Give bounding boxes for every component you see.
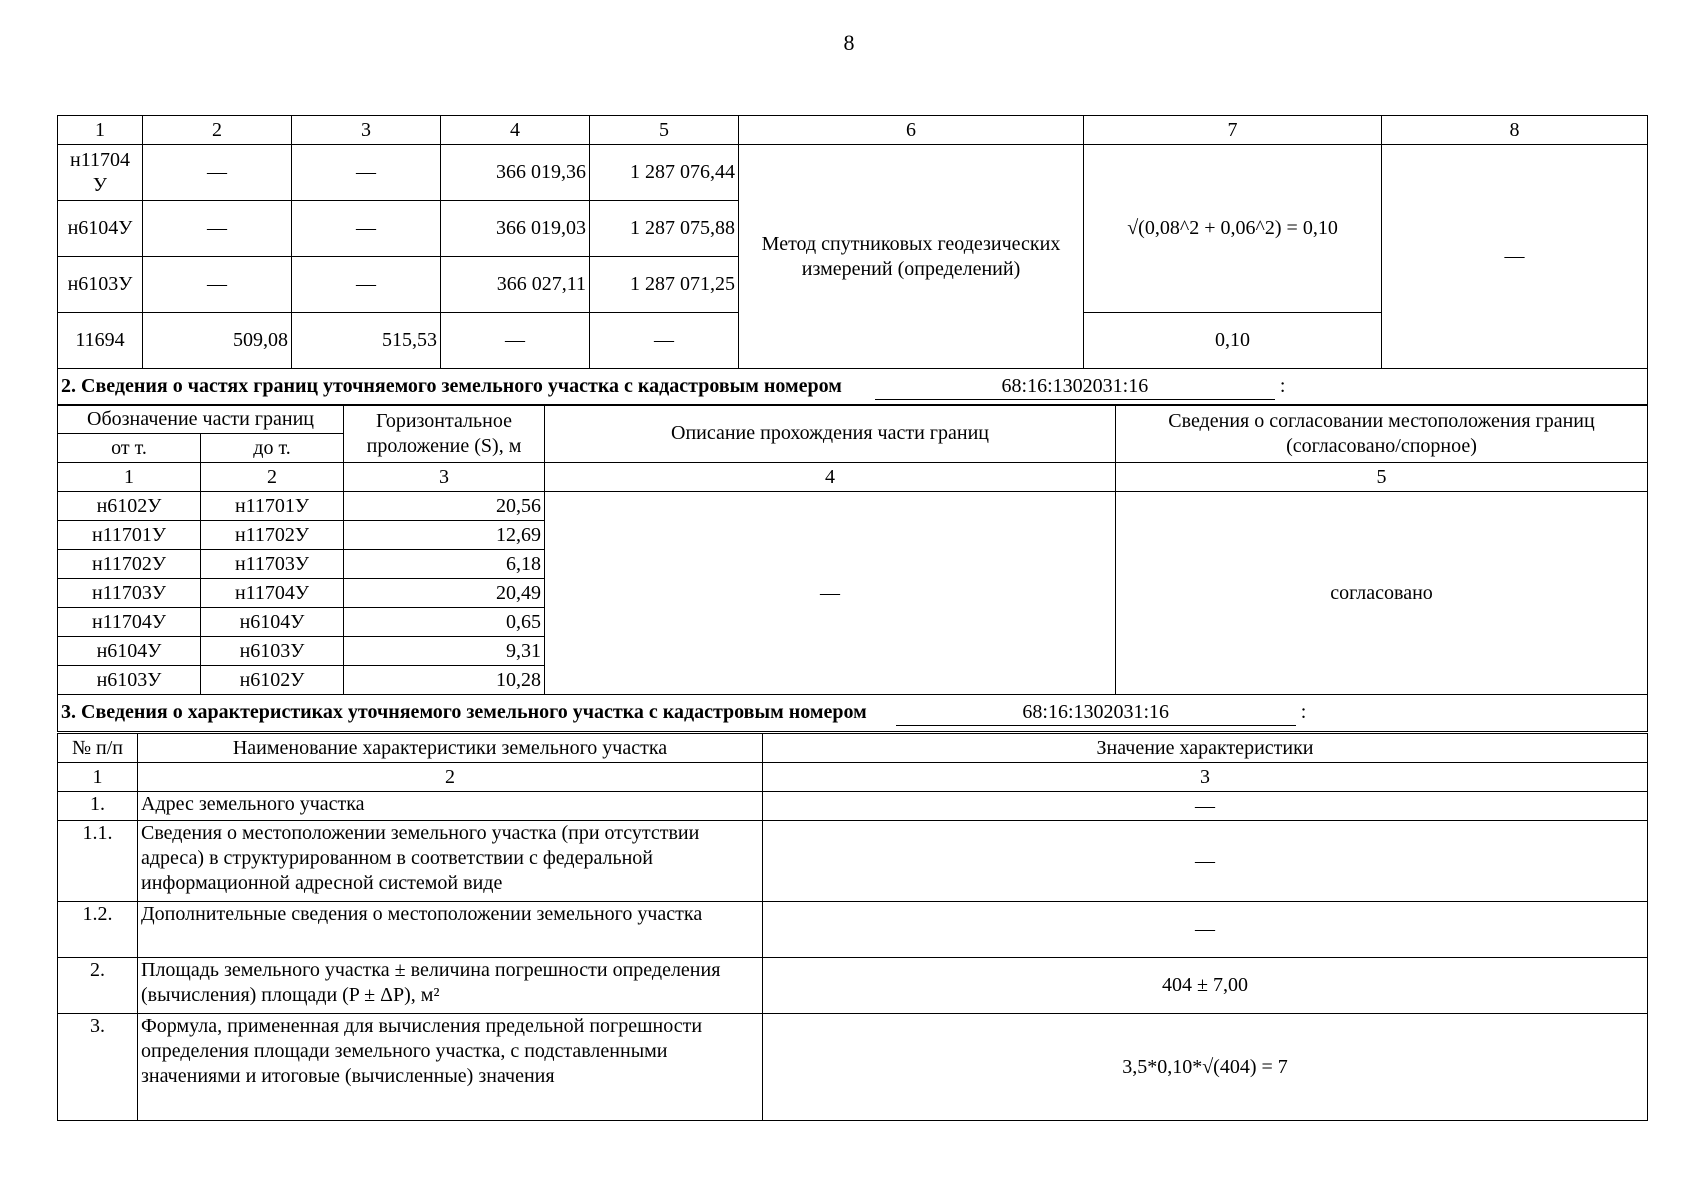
table-row [58, 792, 1648, 821]
coord-x: 366 019,03 [441, 201, 590, 257]
characteristic-name: Формула, примененная для вычисления предельной погрешности определения площади земельного участка, с подставленными значениями и итоговые (вычисленные) значения [138, 1014, 763, 1121]
to-point: н11701У [201, 492, 344, 521]
from-point: н6104У [58, 637, 201, 666]
point-name: н6104У [58, 201, 143, 257]
table-row [58, 145, 1648, 201]
table-row [58, 821, 1648, 902]
header-row [58, 116, 1648, 145]
row-number: 1.2. [58, 902, 138, 958]
coord-y: 1 287 076,44 [590, 145, 739, 201]
coord-y: 1 287 071,25 [590, 257, 739, 313]
length-value: 20,56 [344, 492, 545, 521]
header-cell: 3 [292, 116, 441, 145]
header-cell: 6 [739, 116, 1084, 145]
col8-value: — [1382, 145, 1648, 369]
table-row [58, 1014, 1648, 1121]
table-row [58, 492, 1648, 521]
designation-header: Обозначение части границ [58, 405, 344, 434]
point-name: н11704 У [58, 145, 143, 201]
cell: — [292, 257, 441, 313]
length-value: 10,28 [344, 666, 545, 695]
to-point: н6104У [201, 608, 344, 637]
row-number: 3. [58, 1014, 138, 1121]
to-header: до т. [201, 434, 344, 463]
coord-x: 366 027,11 [441, 257, 590, 313]
description-header: Описание прохождения части границ [545, 405, 1116, 463]
col-number: 4 [545, 463, 1116, 492]
header-cell: 5 [590, 116, 739, 145]
agreement-value: согласовано [1116, 492, 1648, 695]
coord-y: — [590, 313, 739, 369]
coordinates-table [57, 115, 1648, 406]
col-number: 3 [344, 463, 545, 492]
cell: — [143, 257, 292, 313]
characteristic-value: 3,5*0,10*√(404) = 7 [763, 1014, 1648, 1121]
cell: — [143, 145, 292, 201]
point-name: н6103У [58, 257, 143, 313]
number-row [58, 763, 1648, 792]
col-number: 1 [58, 463, 201, 492]
length-value: 20,49 [344, 579, 545, 608]
section3-colon: : [1300, 701, 1307, 723]
col-number: 2 [138, 763, 763, 792]
table-row [58, 958, 1648, 1014]
col-number: 5 [1116, 463, 1648, 492]
header-row [58, 734, 1648, 763]
section3-title-row [58, 695, 1648, 732]
to-point: н6103У [201, 637, 344, 666]
characteristic-name: Адрес земельного участка [138, 792, 763, 821]
length-value: 0,65 [344, 608, 545, 637]
accuracy-last: 0,10 [1084, 313, 1382, 369]
coord-y: 1 287 075,88 [590, 201, 739, 257]
section3-cadastral-number: 68:16:1302031:16 [896, 700, 1296, 726]
agreement-header: Сведения о согласовании местоположения границ (согласовано/спорное) [1116, 405, 1648, 463]
section2-title [58, 369, 1648, 406]
to-point: н11702У [201, 521, 344, 550]
length-value: 12,69 [344, 521, 545, 550]
col-number: 1 [58, 763, 138, 792]
boundary-parts-table [57, 404, 1648, 732]
characteristics-table [57, 733, 1648, 1121]
to-point: н11704У [201, 579, 344, 608]
characteristic-value: — [763, 902, 1648, 958]
number-row [58, 463, 1648, 492]
col-number: 2 [201, 463, 344, 492]
header-cell: 4 [441, 116, 590, 145]
to-point: н6102У [201, 666, 344, 695]
section3-title [58, 695, 1648, 732]
header-cell: 1 [58, 116, 143, 145]
section2-cadastral-number: 68:16:1302031:16 [875, 374, 1275, 400]
coord-x: — [441, 313, 590, 369]
description-value: — [545, 492, 1116, 695]
characteristic-name: Площадь земельного участка ± величина погрешности определения (вычисления) площади (P ± ΔP), м² [138, 958, 763, 1014]
row-number: 1. [58, 792, 138, 821]
accuracy-formula: √(0,08^2 + 0,06^2) = 0,10 [1084, 145, 1382, 313]
header-cell: 7 [1084, 116, 1382, 145]
from-point: н11703У [58, 579, 201, 608]
cell: 515,53 [292, 313, 441, 369]
cell: — [292, 201, 441, 257]
length-value: 6,18 [344, 550, 545, 579]
from-point: н11701У [58, 521, 201, 550]
characteristic-name: Дополнительные сведения о местоположении земельного участка [138, 902, 763, 958]
header-cell: 8 [1382, 116, 1648, 145]
cell: — [143, 201, 292, 257]
characteristic-name: Сведения о местоположении земельного участка (при отсутствии адреса) в структурированном в соответствии с федеральной информационной адресной системой виде [138, 821, 763, 902]
cell: 509,08 [143, 313, 292, 369]
characteristic-value: — [763, 821, 1648, 902]
from-point: н6103У [58, 666, 201, 695]
section3-title-text: 3. Сведения о характеристиках уточняемого земельного участка с кадастровым номером [61, 701, 867, 723]
header-row [58, 405, 1648, 434]
characteristic-value: — [763, 792, 1648, 821]
cell: — [292, 145, 441, 201]
row-number: 2. [58, 958, 138, 1014]
point-name: 11694 [58, 313, 143, 369]
from-point: н11704У [58, 608, 201, 637]
section2-title-row [58, 369, 1648, 406]
section2-colon: : [1279, 375, 1286, 397]
section2-title-text: 2. Сведения о частях границ уточняемого земельного участка с кадастровым номером [61, 375, 842, 397]
num-header: № п/п [58, 734, 138, 763]
header-cell: 2 [143, 116, 292, 145]
from-point: н11702У [58, 550, 201, 579]
page-number: 8 [843, 30, 855, 55]
to-point: н11703У [201, 550, 344, 579]
col-number: 3 [763, 763, 1648, 792]
method-cell: Метод спутниковых геодезических измерений (определений) [739, 145, 1084, 369]
length-header: Горизонтальное проложение (S), м [344, 405, 545, 463]
value-header: Значение характеристики [763, 734, 1648, 763]
row-number: 1.1. [58, 821, 138, 902]
coord-x: 366 019,36 [441, 145, 590, 201]
from-point: н6102У [58, 492, 201, 521]
table-row [58, 902, 1648, 958]
from-header: от т. [58, 434, 201, 463]
name-header: Наименование характеристики земельного участка [138, 734, 763, 763]
length-value: 9,31 [344, 637, 545, 666]
characteristic-value: 404 ± 7,00 [763, 958, 1648, 1014]
